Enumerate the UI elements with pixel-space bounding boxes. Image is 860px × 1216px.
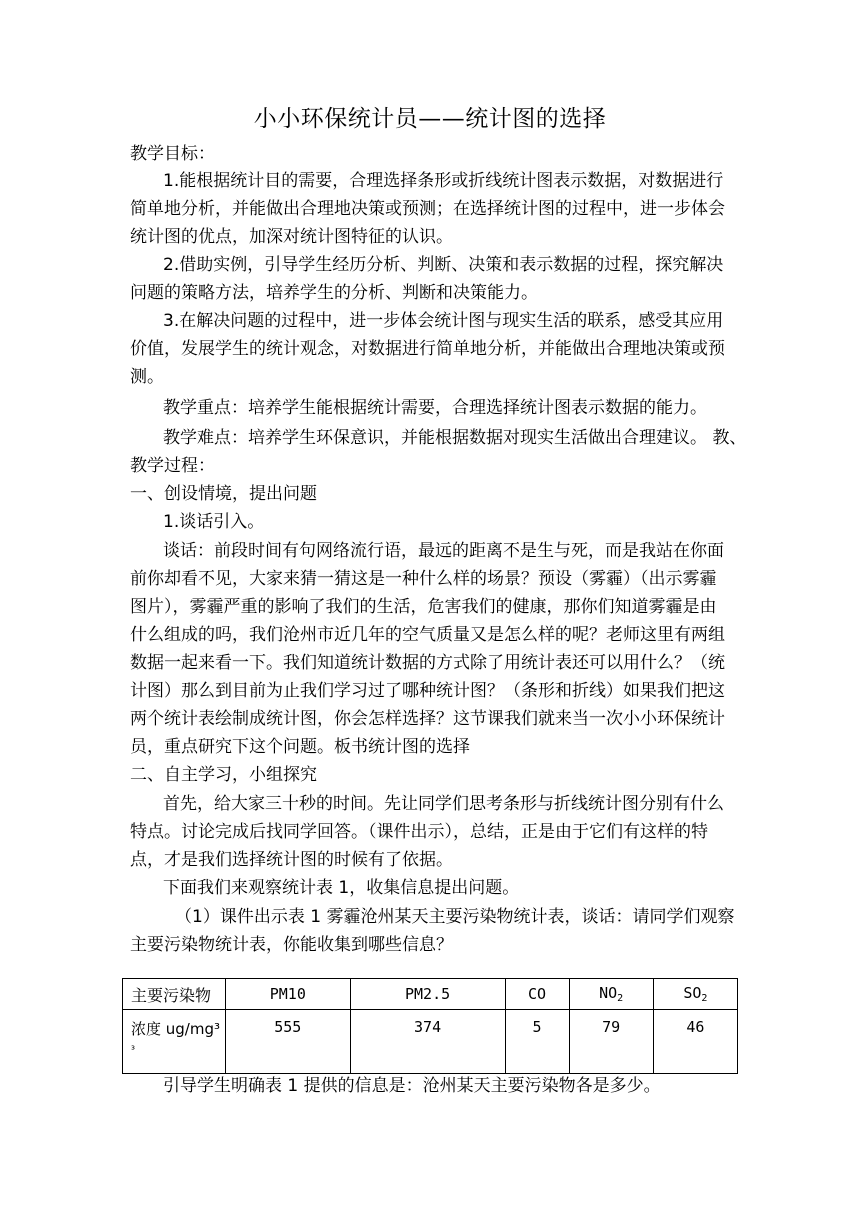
unit-label-tail: ³ (131, 1045, 136, 1056)
table-header-row (123, 979, 738, 1010)
table-cell: 555 (226, 1010, 351, 1074)
so2-subscript: 2 (701, 993, 708, 1004)
unit-label: 浓度 ug/mg³ (131, 1020, 220, 1038)
no2-subscript: 2 (617, 993, 624, 1004)
table-header-cell: CO (505, 979, 569, 1010)
table-cell: 46 (653, 1010, 737, 1074)
text-line: 问题的策略方法，培养学生的分析、判断和决策能力。 (130, 283, 538, 303)
no2-label: NO (599, 984, 618, 1002)
table-cell: 5 (505, 1010, 569, 1074)
text-line: 3.在解决问题的过程中，进一步体会统计图与现实生活的联系，感受其应用 (163, 311, 724, 331)
table-header-cell (653, 979, 737, 1010)
text-line: （1）课件出示表 1 雾霾沧州某天主要污染物统计表，谈话：请同学们观察 (175, 907, 735, 927)
table-row (123, 1010, 738, 1074)
text-line: 计图）那么到目前为止我们学习过了哪种统计图？（条形和折线）如果我们把这 (130, 681, 725, 701)
text-line: 价值，发展学生的统计观念，对数据进行简单地分析，并能做出合理地决策或预 (130, 339, 725, 359)
pollutant-table (122, 978, 738, 1074)
text-line: 数据一起来看一下。我们知道统计数据的方式除了用统计表还可以用什么？（统 (130, 653, 725, 673)
text-line: 教学难点：培养学生环保意识，并能根据数据对现实生活做出合理建议。 教、 (163, 428, 747, 448)
table-header-cell (569, 979, 653, 1010)
table-row-label: 主要污染物 (123, 979, 226, 1010)
text-line: 特点。讨论完成后找同学回答。（课件出示），总结，正是由于它们有这样的特 (130, 822, 708, 842)
text-line: 教学过程： (130, 456, 215, 476)
section-heading: 二、自主学习，小组探究 (130, 765, 317, 785)
text-line: 教学目标： (130, 144, 215, 164)
text-line: 1.能根据统计目的需要，合理选择条形或折线统计图表示数据，对数据进行 (163, 171, 724, 191)
text-line: 什么组成的吗，我们沧州市近几年的空气质量又是怎么样的呢？老师这里有两组 (130, 625, 725, 645)
text-line: 两个统计表绘制成统计图，你会怎样选择？这节课我们就来当一次小小环保统计 (130, 709, 725, 729)
text-line: 教学重点：培养学生能根据统计需要，合理选择统计图表示数据的能力。 (163, 398, 707, 418)
text-line: 简单地分析，并能做出合理地决策或预测；在选择统计图的过程中，进一步体会 (130, 199, 725, 219)
text-line: 测。 (130, 367, 164, 387)
text-line: 首先，给大家三十秒的时间。先让同学们思考条形与折线统计图分别有什么 (163, 794, 724, 814)
so2-label: SO (683, 984, 702, 1002)
text-line: 1.谈话引入。 (163, 512, 265, 532)
table-header-cell: PM10 (226, 979, 351, 1010)
text-line: 引导学生明确表 1 提供的信息是：沧州某天主要污染物各是多少。 (163, 1076, 661, 1096)
text-line: 2.借助实例，引导学生经历分析、判断、决策和表示数据的过程，探究解决 (163, 255, 724, 275)
table-header-cell: PM2.5 (350, 979, 505, 1010)
text-line: 谈话：前段时间有句网络流行语，最远的距离不是生与死，而是我站在你面 (163, 541, 724, 561)
table-row-label (123, 1010, 226, 1074)
text-line: 主要污染物统计表，你能收集到哪些信息？ (130, 935, 453, 955)
document-title: 小小环保统计员——统计图的选择 (253, 106, 607, 132)
text-line: 统计图的优点，加深对统计图特征的认识。 (130, 227, 453, 247)
text-line: 下面我们来观察统计表 1，收集信息提出问题。 (163, 878, 520, 898)
text-line: 前你却看不见，大家来猜一猜这是一种什么样的场景？预设（雾霾）（出示雾霾 (130, 569, 717, 589)
text-line: 员，重点研究下这个问题。板书统计图的选择 (130, 737, 470, 757)
text-line: 图片），雾霾严重的影响了我们的生活，危害我们的健康，那你们知道雾霾是由 (130, 597, 717, 617)
table-cell: 374 (350, 1010, 505, 1074)
section-heading: 一、创设情境，提出问题 (130, 484, 317, 504)
text-line: 点，才是我们选择统计图的时候有了依据。 (130, 850, 453, 870)
table-cell: 79 (569, 1010, 653, 1074)
